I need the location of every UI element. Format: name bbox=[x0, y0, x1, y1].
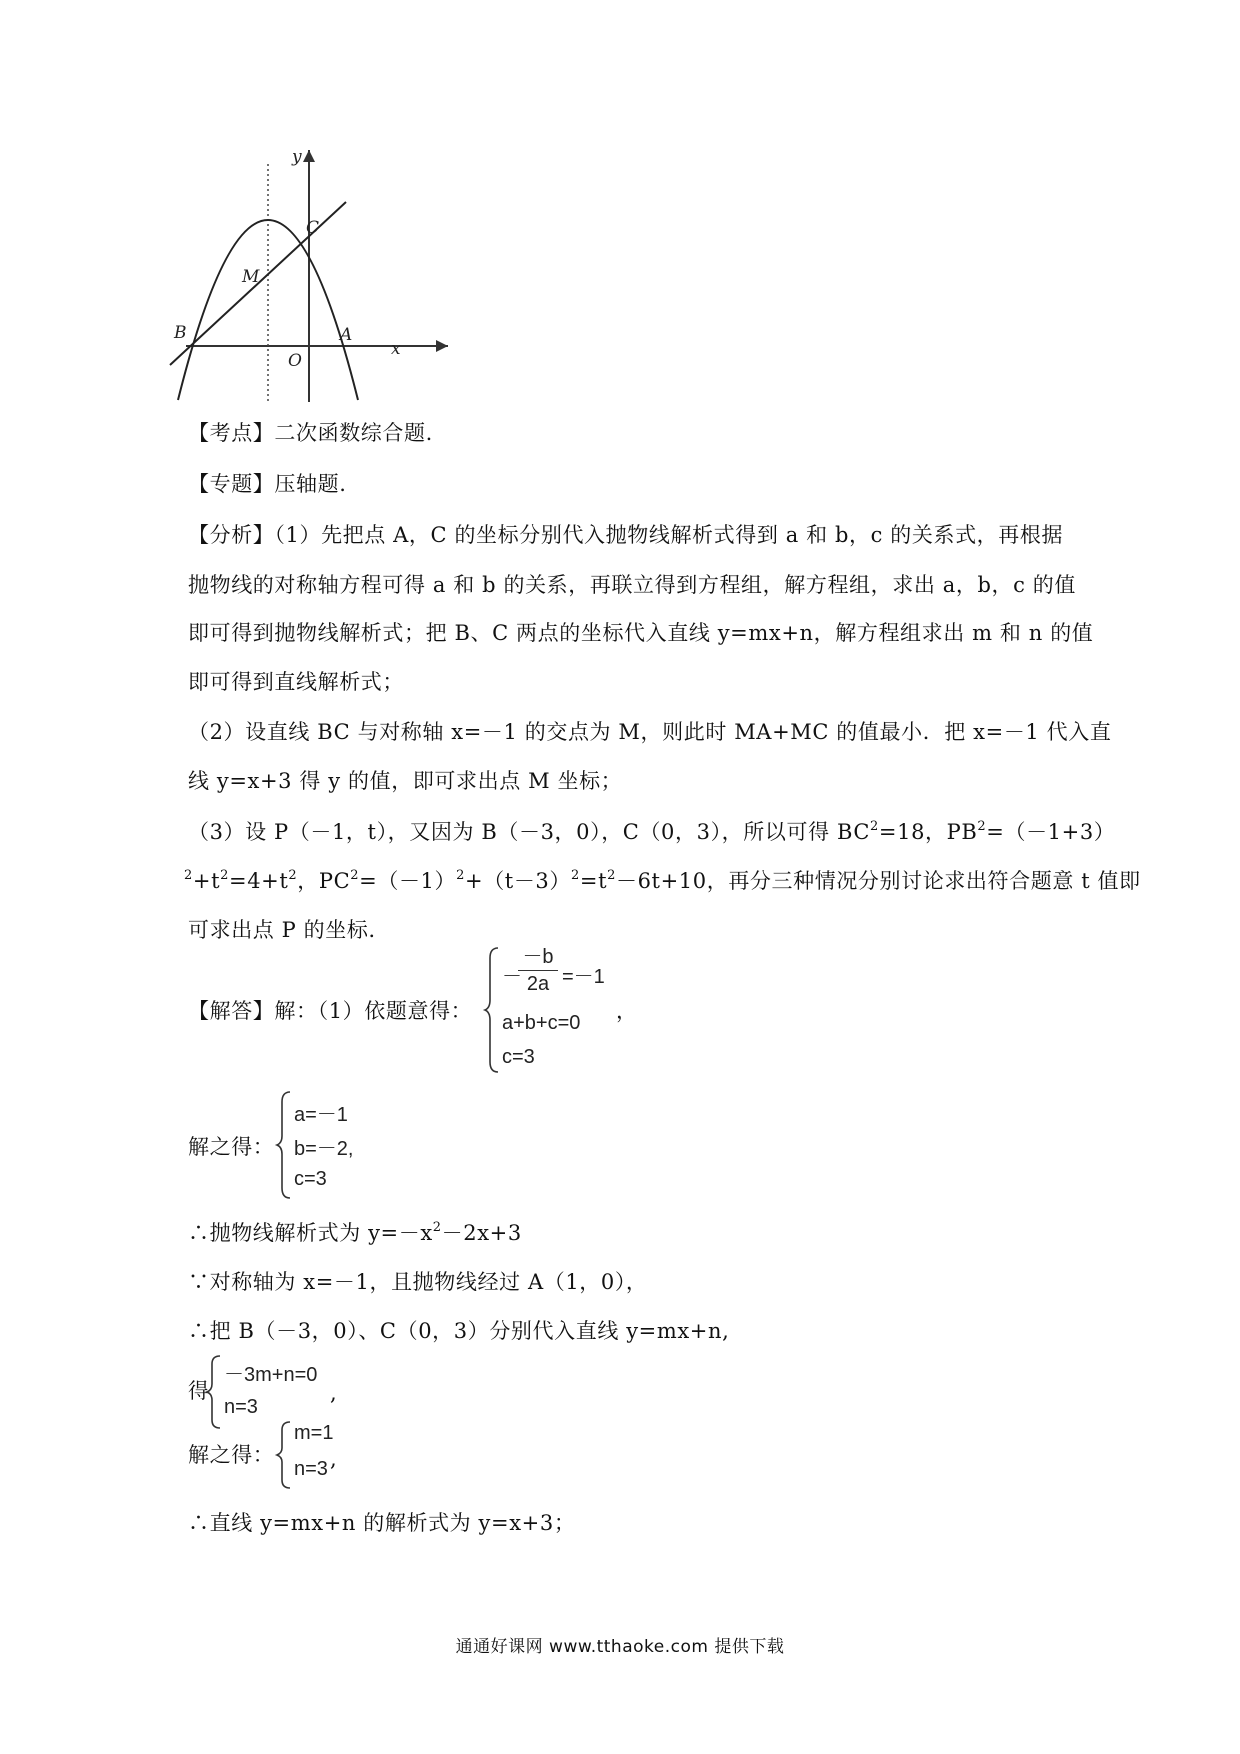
label-c: C bbox=[306, 218, 320, 238]
label-y: y bbox=[292, 147, 302, 167]
answer-parabola: ∴抛物线解析式为 $y=-x^2-2x+3$ bbox=[188, 1220, 522, 1245]
parabola-figure bbox=[174, 147, 456, 410]
document-page: y x C M B A O 【考点】二次函数综合题. 【专题】压轴题. 【分析】（1）先把点 A，C 的坐标分别代入抛物线解析式得到 a 和 b，c 的关系式，再根据 抛物线的对称轴方程可得 a 和 b 的关系，再联立得到方程组，解方程组，求出 a，b，c 的值 即可得到抛物线解析式；把 B、C 两点的坐标代入直线 y=mx+n，解方程组求出 m 和 n 的值 即可得到直线解析式； （2）设直线 BC 与对称轴 x=－1 的交点为 M，则此时 MA+MC 的值最小．把 x=－1 代入直 线 y=x+3 得 y 的值，即可求出点 M 坐标； （3）设 P（－1，t），又因为 B（－3，0），C（0，3），所以可得 $BC^2=18$，$PB^2=(-1+3)$ $^2+t^2=4+t^2$，$PC^2=(-1)^2+(t-3)^2=t^2-6t+10$，再分三种情况分别讨论求出符合题意 t 值即 可求出点 P 的坐标． 【解答】解：（1）依题意得： － －b 2a =－1 a+b+c=0 c=3 ， 解之得： a=－1 b=－2, c=3 ∴抛物线解析式为 $y=-x^2-2x+3$ ∵对称轴为 x=－1，且抛物线经过 A（1，0）， ∴把 B（－3，0）、C（0，3）分别代入直线 y=mx+n, 得 －3m+n=0 n=3 , 解之得： m=1 n=3 , ∴直线 y=mx+n 的解析式为 y=x+3； 通通好课网 www.tthaoke.com 提供下载 bbox=[0, 0, 1240, 1754]
kaodian-line bbox=[188, 418, 433, 448]
x-axis-arrow bbox=[436, 340, 448, 352]
fenxi-line-8: $^2+t^2=4+t^2$，$PC^2=(-1)^2+(t-3)^2=t^2-6t+10$，再分三种情况分别讨论求出符合题意 t 值即 bbox=[184, 868, 1141, 893]
label-o: O bbox=[288, 351, 302, 371]
frac-denominator: 2a bbox=[526, 973, 550, 995]
equation-system-1: － －b 2a =－1 a+b+c=0 c=3 bbox=[486, 946, 616, 1074]
zhuanti-tag: 【专题】 bbox=[188, 472, 275, 496]
answer-line: ∴直线 y=mx+n 的解析式为 y=x+3； bbox=[188, 1511, 576, 1535]
fenxi-line-1: 【分析】（1）先把点 A，C 的坐标分别代入抛物线解析式得到 a 和 b，c 的关系式，再根据 bbox=[188, 523, 1064, 547]
fenxi-line-9: 可求出点 P 的坐标． bbox=[188, 918, 391, 942]
sol1-intro: 解之得： bbox=[188, 1135, 275, 1159]
jieda-tag: 【解答】 bbox=[188, 999, 275, 1023]
zhuanti-text: 压轴题. bbox=[274, 472, 347, 496]
solution-system-2: m=1 n=3 bbox=[278, 1420, 358, 1490]
label-b: B bbox=[174, 323, 187, 343]
fenxi-line-2: 抛物线的对称轴方程可得 a 和 b 的关系，再联立得到方程组，解方程组，求出 a，b，c 的值 bbox=[188, 573, 1076, 597]
sys2-intro: 得 bbox=[188, 1379, 210, 1403]
y-axis-arrow bbox=[303, 150, 315, 162]
fenxi-line-4: 即可得到直线解析式； bbox=[188, 670, 404, 694]
fenxi-line-3: 即可得到抛物线解析式；把 B、C 两点的坐标代入直线 y=mx+n，解方程组求出 m 和 n 的值 bbox=[188, 621, 1094, 645]
kaodian-tag: 【考点】 bbox=[188, 421, 275, 445]
solution-system-1: a=－1 b=－2, c=3 bbox=[278, 1090, 398, 1200]
fenxi-line-7: （3）设 P（－1，t），又因为 B（－3，0），C（0，3），所以可得 $BC^2=18$，$PB^2=(-1+3)$ bbox=[188, 819, 1116, 844]
equation-system-2: －3m+n=0 n=3 bbox=[208, 1354, 338, 1430]
label-a: A bbox=[340, 325, 353, 345]
kaodian-text: 二次函数综合题. bbox=[274, 421, 433, 445]
zhuanti-line bbox=[188, 469, 346, 499]
label-x: x bbox=[391, 339, 401, 359]
sol2-intro: 解之得： bbox=[188, 1443, 275, 1467]
fenxi-tag: 【分析】 bbox=[188, 523, 275, 547]
fenxi-line-6: 线 y=x+3 得 y 的值，即可求出点 M 坐标； bbox=[188, 769, 623, 793]
frac-numerator: －b bbox=[522, 946, 554, 968]
answer-substitute: ∴把 B（－3，0）、C（0，3）分别代入直线 y=mx+n, bbox=[188, 1319, 730, 1343]
answer-axis: ∵对称轴为 x=－1，且抛物线经过 A（1，0）， bbox=[188, 1270, 648, 1294]
page-footer: 通通好课网 www.tthaoke.com 提供下载 bbox=[455, 1637, 785, 1657]
jieda-intro-line: 【解答】解：（1）依题意得： bbox=[188, 999, 473, 1023]
fenxi-line-5: （2）设直线 BC 与对称轴 x=－1 的交点为 M，则此时 MA+MC 的值最小．把 x=－1 代入直 bbox=[188, 720, 1112, 744]
label-m: M bbox=[242, 267, 260, 287]
